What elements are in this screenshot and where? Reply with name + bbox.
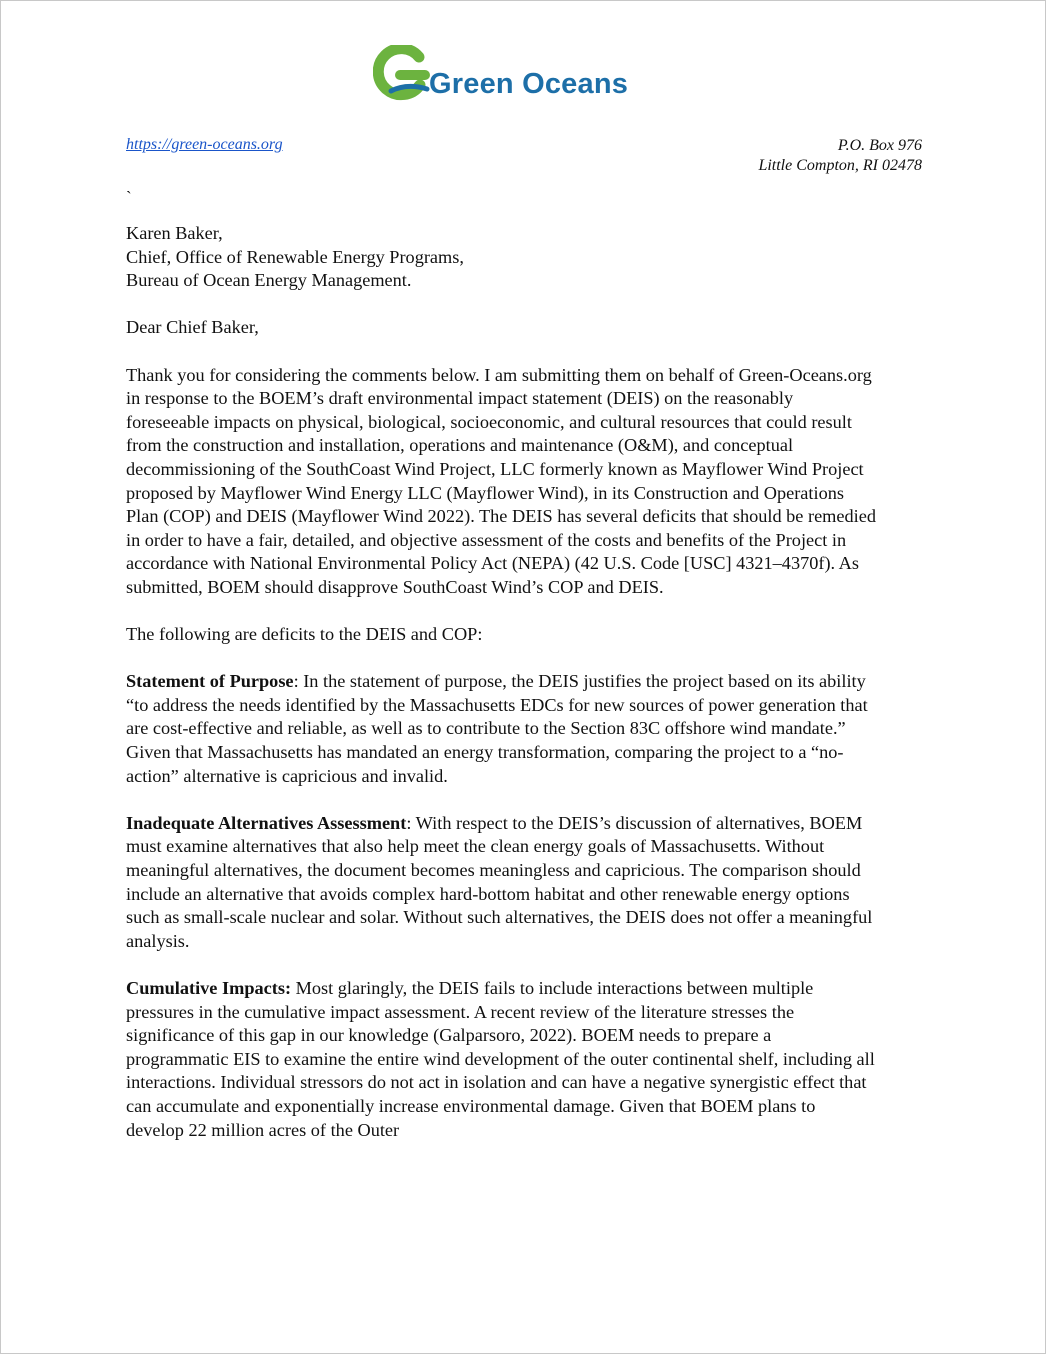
salutation: Dear Chief Baker, [126,317,259,338]
green-oceans-g-icon [373,45,435,101]
section-alternatives-assessment [126,812,876,954]
intro-paragraph: Thank you for considering the comments below. I am submitting them on behalf of Green-Oceans.org in response to the BOEM’s draft environmental impact statement (DEIS) on the reasonably foreseeable impacts on physical, biological, socioeconomic, and cultural resources that could result from the construction and installation, operations and maintenance (O&M), and conceptual decommissioning of the SouthCoast Wind Project, LLC formerly known as Mayflower Wind Project proposed by Mayflower Wind Energy LLC (Mayflower Wind), in its Construction and Operations Plan (COP) and DEIS (Mayflower Wind 2022). The DEIS has several deficits that should be remedied in order to have a fair, detailed, and objective assessment of the costs and benefits of the Project in accordance with National Environmental Policy Act (NEPA) (42 U.S. Code [USC] 4321–4370f). As submitted, BOEM should disapprove SouthCoast Wind’s COP and DEIS. [126,364,876,597]
recipient-agency: Bureau of Ocean Energy Management. [126,270,412,291]
website-link[interactable]: https://green-oceans.org [126,136,283,153]
section-heading: Cumulative Impacts: [126,978,292,998]
stray-mark: ` [126,188,132,207]
letter-body [126,222,876,1166]
logo-wordmark: Green Oceans [429,68,629,100]
section-text: Most glaringly, the DEIS fails to include interactions between multiple pressures in the cumulative impact assessment. A recent review of the literature stresses the significance of this gap in our knowledge (Galparsoro, 2022). BOEM needs to prepare a programmatic EIS to examine the entire wind development of the outer continental shelf, including all interactions. Individual stressors do not act in isolation and can have a negative synergistic effect that can accumulate and exponentially increase environmental damage. Given that BOEM plans to develop 22 million acres of the Outer [126,978,875,1140]
recipient-title: Chief, Office of Renewable Energy Programs, [126,246,464,267]
deficits-intro: The following are deficits to the DEIS and COP: [126,624,483,645]
section-text: : With respect to the DEIS’s discussion of alternatives, BOEM must examine alternatives that also help meet the clean energy goals of Massachusetts. Without meaningful alternatives, the document becomes meaningless and capricious. The comparison should include an alternative that avoids complex hard-bottom habitat and other renewable energy options such as small-scale nuclear and solar. Without such alternatives, the DEIS does not offer a meaningful analysis. [126,812,873,951]
mailing-address [758,136,922,176]
recipient-block [126,222,876,293]
address-line-1: P.O. Box 976 [837,137,922,154]
recipient-name: Karen Baker, [126,223,223,243]
section-text: : In the statement of purpose, the DEIS justifies the project based on its ability “to address the needs identified by the Massachusetts EDCs for new sources of power generation that are cost-effective and reliable, as well as to contribute to the Section 83C offshore wind mandate.” Given that Massachusetts has mandated an energy transformation, comparing the project to a “no-action” alternative is capricious and invalid. [126,671,868,786]
section-statement-of-purpose [126,670,876,788]
section-heading: Statement of Purpose [126,671,294,692]
section-heading: Inadequate Alternatives Assessment [126,812,407,833]
green-oceans-logo [373,45,628,101]
address-line-2: Little Compton, RI 02478 [758,157,922,174]
section-cumulative-impacts [126,977,876,1142]
